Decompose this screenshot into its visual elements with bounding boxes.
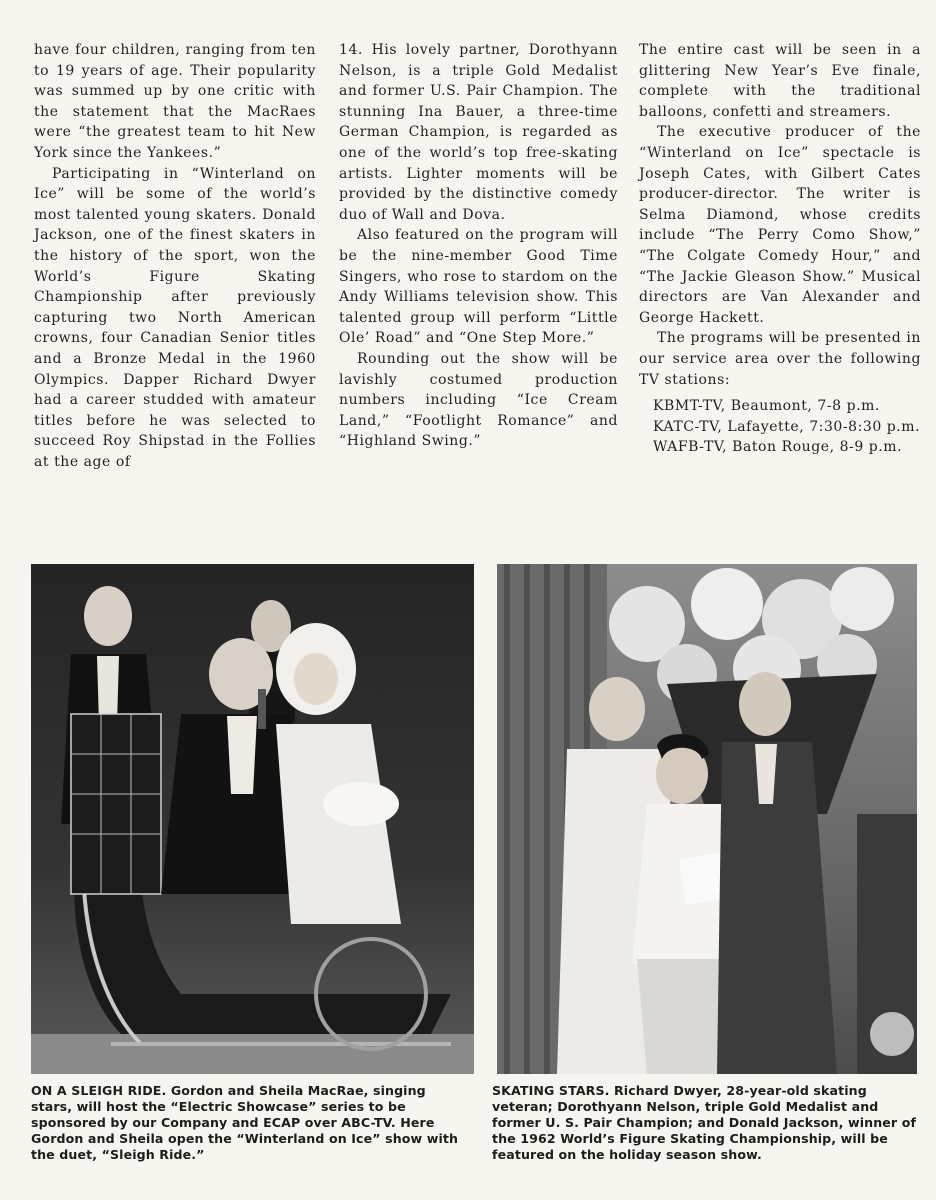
- paragraph: The entire cast will be seen in a glittering New Year’s Eve finale, complete with the traditional balloons, confetti and streamers.: [639, 42, 921, 120]
- photo-caption-left: ON A SLEIGH RIDE. Gordon and Sheila MacRae, singing stars, will host the “Electric Showcase” series to be sponsored by our Company and ECAP over ABC-TV. Here Gordon and Sheila open the “Winterland on Ice” show with the duet, “Sleigh Ride.”: [31, 1083, 459, 1162]
- paragraph: Rounding out the show will be lavishly costumed production numbers including “Ice Cream Land,” “Footlight Romance” and “Highland Swing.”: [339, 350, 618, 450]
- paragraph: 14. His lovely partner, Dorothyann Nelson, is a triple Gold Medalist and former U.S. Pair Champion. The stunning Ina Bauer, a three-time German Champion, is regarded as one of the world’s top free-skating artists. Lighter moments will be provided by the distinctive comedy duo of Wall and Dova.: [339, 42, 618, 223]
- photo-caption-right: SKATING STARS. Richard Dwyer, 28-year-old skating veteran; Dorothyann Nelson, triple Gold Medalist and former U. S. Pair Champion; and Donald Jackson, winner of the 1962 World’s Figure Skating Championship, will be featured on the holiday season show.: [492, 1083, 917, 1162]
- tv-station-katc: KATC-TV, Lafayette, 7:30-8:30 p.m.: [653, 418, 921, 435]
- article-column-1: [34, 40, 316, 472]
- paragraph: Also featured on the program will be the nine-member Good Time Singers, who rose to stardom on the Andy Williams television show. This talented group will perform “Little Ole’ Road” and “One Step More.”: [339, 227, 618, 347]
- tv-station-list: [653, 396, 921, 458]
- skating-stars-photo: [497, 564, 917, 1074]
- tv-station-wafb: WAFB-TV, Baton Rouge, 8-9 p.m.: [653, 439, 903, 456]
- tv-station-kbmt: KBMT-TV, Beaumont, 7-8 p.m.: [653, 398, 880, 415]
- paragraph: have four children, ranging from ten to 19 years of age. Their popularity was summed up by one critic with the statement that the MacRaes were “the greatest team to hit New York since the Yankees.”: [34, 42, 316, 161]
- paragraph: The programs will be presented in our service area over the following TV stations:: [639, 330, 921, 388]
- paragraph: The executive producer of the “Winterland on Ice” spectacle is Joseph Cates, with Gilbert Cates producer-director. The writer is Selma Diamond, whose credits include “The Perry Como Show,” “The Colgate Comedy Hour,” and “The Jackie Gleason Show.” Musical directors are Van Alexander and George Hackett.: [639, 124, 921, 326]
- paragraph: Participating in “Winterland on Ice” will be some of the world’s most talented young skaters. Donald Jackson, one of the finest skaters in the history of the sport, won the World’s Figure Skating Championship after previously capturing two North American crowns, four Canadian Senior titles and a Bronze Medal in the 1960 Olympics. Dapper Richard Dwyer had a career studded with amateur titles before he was selected to succeed Roy Shipstad in the Follies at the age of: [34, 165, 316, 470]
- article-column-2: [339, 40, 618, 452]
- article-column-3: [639, 40, 921, 458]
- sleigh-ride-photo: [31, 564, 474, 1074]
